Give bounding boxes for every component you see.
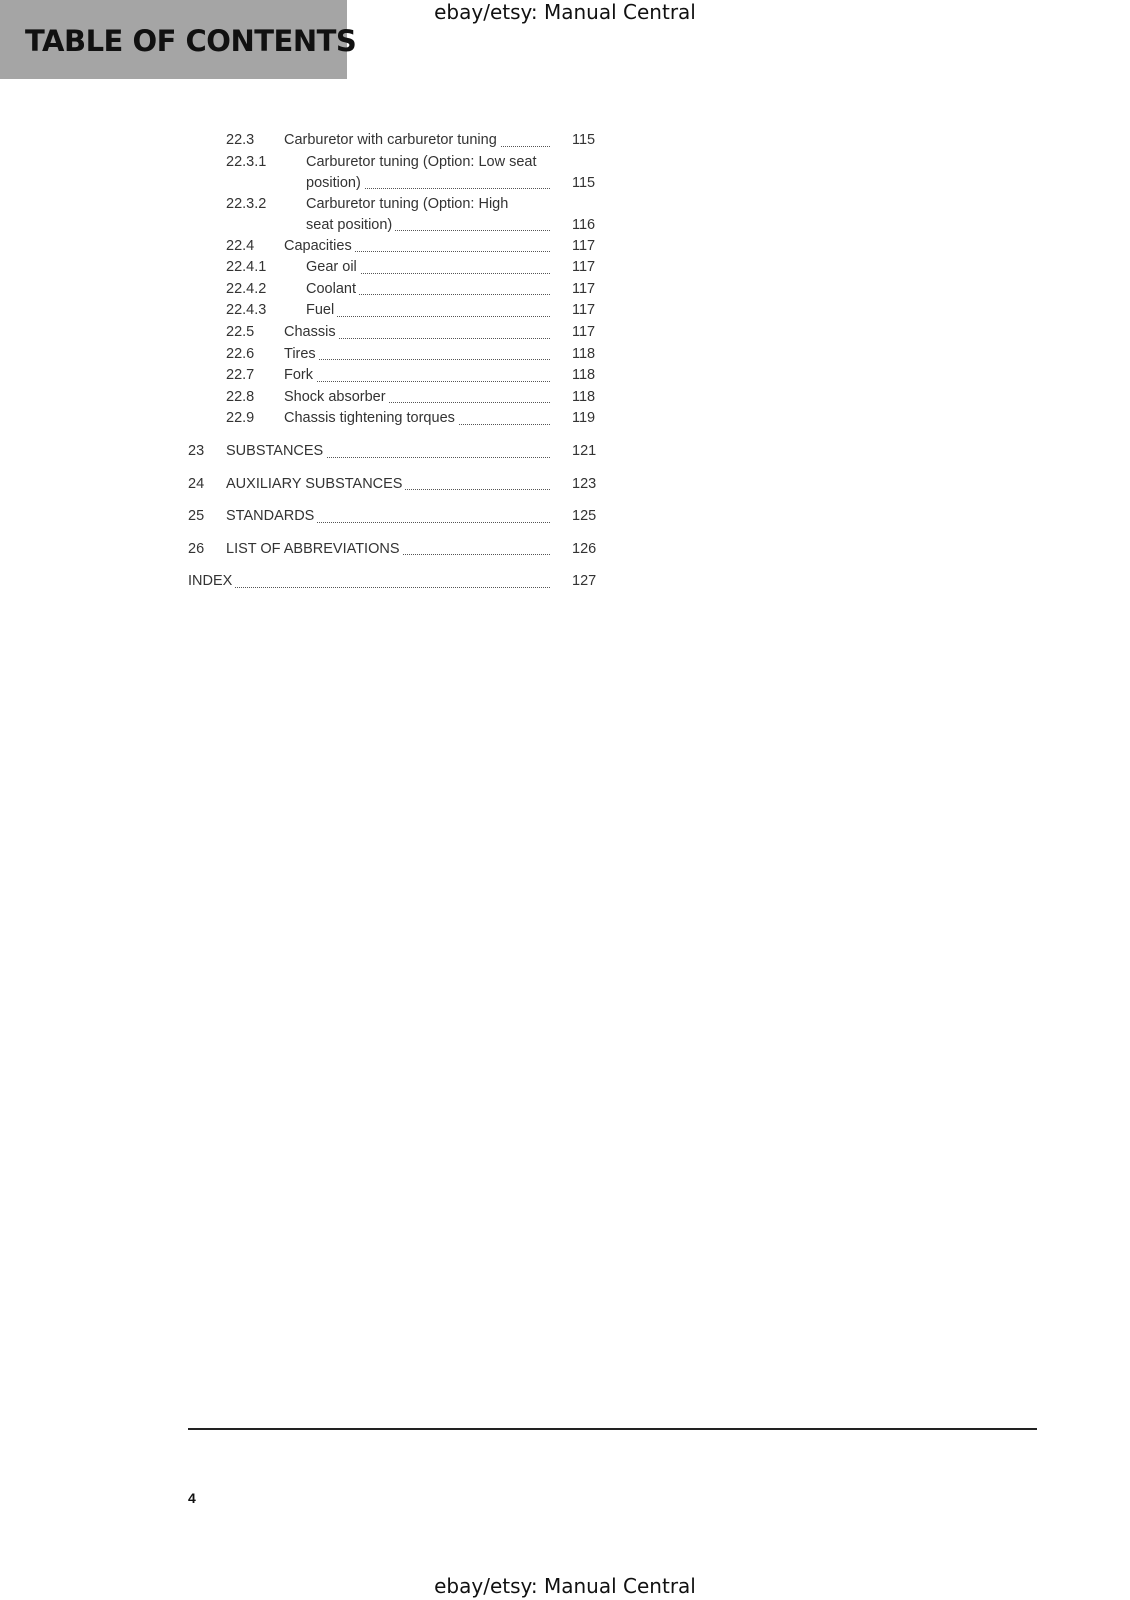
toc-entry-label: Tires	[284, 346, 319, 362]
toc-entry-label: Gear oil	[306, 259, 360, 275]
leader-dots	[188, 587, 550, 588]
toc-entry-page: 117	[572, 259, 596, 276]
toc-entry-label: Capacities	[284, 238, 355, 254]
toc-entry-page: 117	[572, 323, 596, 340]
toc-entry-page: 118	[572, 388, 596, 405]
toc-entry[interactable]	[188, 236, 608, 258]
page-title: TABLE OF CONTENTS	[25, 24, 357, 58]
toc-entry-label-line2: seat position)	[306, 217, 395, 233]
toc-entry-label: Chassis	[284, 324, 339, 340]
toc-entry[interactable]	[188, 279, 608, 301]
toc-entry[interactable]	[188, 365, 608, 387]
toc-entry-label: Coolant	[306, 281, 359, 297]
toc-entry-number: 22.7	[226, 367, 255, 384]
toc-entry[interactable]	[188, 300, 608, 322]
toc-entry-label: AUXILIARY SUBSTANCES	[226, 476, 405, 492]
footer-divider	[188, 1428, 1037, 1430]
toc-entry-page: 126	[572, 540, 597, 557]
toc-entry-number: 22.9	[226, 410, 255, 427]
toc-entry-label-line1: Carburetor tuning (Option: Low seat	[306, 153, 537, 170]
toc-entry-number: 23	[188, 442, 205, 459]
toc-entry-number: 22.8	[226, 388, 255, 405]
watermark-bottom: ebay/etsy: Manual Central	[434, 1574, 696, 1598]
toc-entry-label: Chassis tightening torques	[284, 410, 458, 426]
toc-entry[interactable]	[188, 130, 608, 152]
toc-entry[interactable]	[188, 474, 608, 496]
toc-entry[interactable]	[188, 571, 608, 593]
toc-entry[interactable]	[188, 408, 608, 430]
toc-entry-label: SUBSTANCES	[226, 443, 326, 459]
toc-entry-number: 22.4.2	[226, 280, 267, 297]
leader-dots	[284, 359, 550, 360]
page-number: 4	[188, 1490, 196, 1506]
toc-entry-label: INDEX	[188, 573, 235, 589]
toc-entry-number: 22.5	[226, 323, 255, 340]
toc-entry[interactable]	[188, 387, 608, 409]
toc-entry-page: 117	[572, 280, 596, 297]
toc-entry-label: Fuel	[306, 302, 337, 318]
toc-entry-page: 125	[572, 508, 597, 525]
leader-dots	[284, 381, 550, 382]
toc-entry-page: 118	[572, 367, 596, 384]
toc-entry-label: LIST OF ABBREVIATIONS	[226, 541, 403, 557]
toc-entry-number: 26	[188, 540, 205, 557]
toc-entry-page: 115	[572, 132, 596, 148]
toc-entry[interactable]	[188, 257, 608, 279]
toc-entry-label: Carburetor with carburetor tuning	[284, 132, 500, 148]
toc-entry-page: 127	[572, 573, 597, 590]
toc-entry-page: 117	[572, 237, 596, 254]
toc-entry-number: 22.3.2	[226, 195, 267, 212]
toc-entry-label-line1: Carburetor tuning (Option: High	[306, 195, 509, 212]
toc-entry-page: 116	[572, 216, 596, 233]
toc-entry-number: 22.4.3	[226, 302, 267, 319]
toc-entry-page: 119	[572, 410, 596, 427]
toc-entry-page: 117	[572, 302, 596, 319]
toc-entry-number: 22.4.1	[226, 259, 267, 276]
toc-entry[interactable]	[188, 539, 608, 561]
toc-entry[interactable]	[188, 506, 608, 528]
toc-entry-page: 118	[572, 345, 596, 362]
toc-entry-number: 24	[188, 475, 205, 492]
toc-entry-number: 22.3.1	[226, 153, 267, 170]
toc-entry[interactable]	[188, 322, 608, 344]
header-banner	[0, 0, 357, 79]
table-of-contents	[188, 130, 608, 593]
toc-entry-number: 25	[188, 508, 205, 525]
watermark-top: ebay/etsy: Manual Central	[434, 0, 696, 24]
toc-entry-number: 22.6	[226, 345, 255, 362]
toc-entry-number: 22.3	[226, 132, 255, 148]
toc-entry-label: Fork	[284, 367, 316, 383]
leader-dots	[306, 316, 550, 317]
toc-entry[interactable]	[188, 152, 608, 194]
toc-entry-page: 115	[572, 174, 596, 191]
toc-entry[interactable]	[188, 194, 608, 236]
toc-entry-page: 123	[572, 475, 597, 492]
toc-entry-label: STANDARDS	[226, 508, 317, 524]
toc-entry[interactable]	[188, 441, 608, 463]
toc-entry-number: 22.4	[226, 237, 255, 254]
toc-entry[interactable]	[188, 344, 608, 366]
toc-entry-page: 121	[572, 442, 597, 459]
toc-entry-label-line2: position)	[306, 175, 364, 191]
toc-entry-label: Shock absorber	[284, 389, 389, 405]
